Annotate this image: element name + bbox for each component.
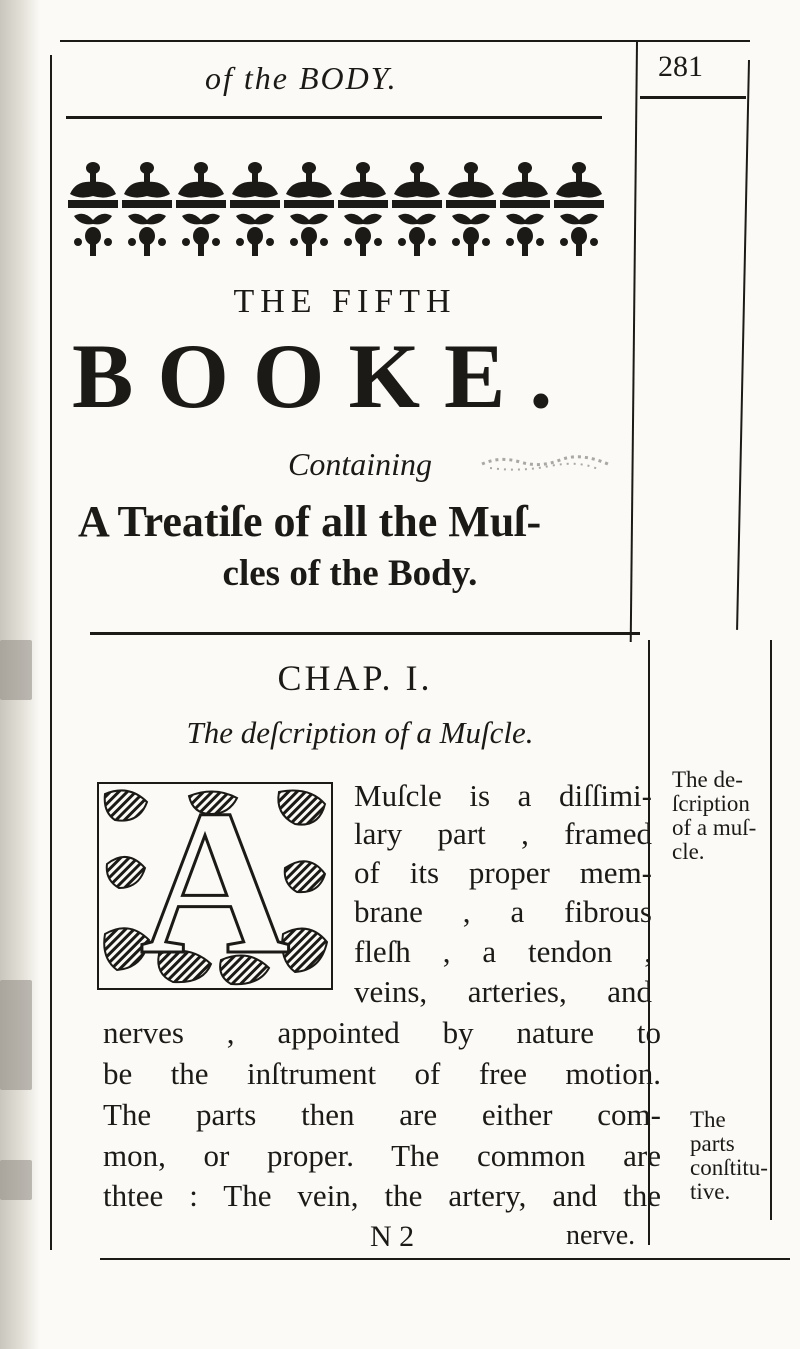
margin-note-parts (690, 1108, 768, 1205)
page-number-rule (640, 96, 746, 99)
subtitle-line-1: A Treatiſe of all the Muſ- (78, 497, 542, 546)
drop-cap-letter: A (139, 767, 291, 997)
ornamental-headpiece (66, 150, 608, 268)
running-head: of the BODY. (205, 60, 398, 96)
margin-note-line: ſcription (672, 791, 750, 817)
frame-bottom-rule (100, 1258, 790, 1260)
margin-note-line: cle. (672, 839, 705, 865)
ink-smudge (480, 452, 610, 474)
body-line-4: brane , a fibrous (354, 894, 652, 929)
frame-right-rule (736, 60, 750, 630)
page-number: 281 (658, 50, 703, 83)
margin-note-description (672, 768, 756, 865)
frame-right-rule-lower (770, 640, 772, 1220)
catchword: nerve. (566, 1220, 636, 1251)
margin-note-line: The de- (672, 767, 743, 792)
book-title: BOOKE. (72, 325, 577, 427)
body-line-3: of its proper mem- (354, 855, 652, 890)
margin-note-line: The (690, 1107, 726, 1132)
decorated-initial (97, 767, 333, 997)
chapter-subheading: The deſcription of a Muſcle. (186, 715, 534, 750)
body-line-9: The parts then are either com- (103, 1097, 661, 1132)
frame-left-rule (50, 55, 52, 1250)
body-line-2: lary part , framed (354, 816, 652, 851)
margin-note-line: of a muſ- (672, 815, 757, 841)
body-line-8: be the inſtrument of free motion. (103, 1056, 661, 1091)
running-head-rule (66, 116, 602, 119)
chapter-heading: CHAP. I. (277, 658, 433, 698)
body-line-11: thtee : The vein, the artery, and the (103, 1178, 661, 1213)
margin-note-line: tive. (690, 1179, 731, 1205)
margin-note-line: conſtitu- (690, 1155, 768, 1181)
body-line-5: fleſh , a tendon , (354, 934, 652, 969)
containing-label: Containing (287, 446, 432, 482)
body-line-6: veins, arteries, and (354, 974, 652, 1009)
book-ordinal: THE FIFTH (233, 283, 457, 320)
title-divider-rule (90, 632, 640, 635)
body-line-1: Muſcle is a diſſimi- (354, 778, 652, 813)
frame-column-rule (630, 42, 638, 642)
body-line-10: mon, or proper. The common are (103, 1138, 661, 1173)
signature-mark: N 2 (370, 1220, 415, 1253)
margin-note-line: parts (690, 1131, 735, 1157)
body-line-7: nerves , appointed by nature to (103, 1015, 661, 1050)
frame-top-rule (60, 40, 750, 42)
subtitle-line-2: cles of the Body. (222, 553, 478, 594)
